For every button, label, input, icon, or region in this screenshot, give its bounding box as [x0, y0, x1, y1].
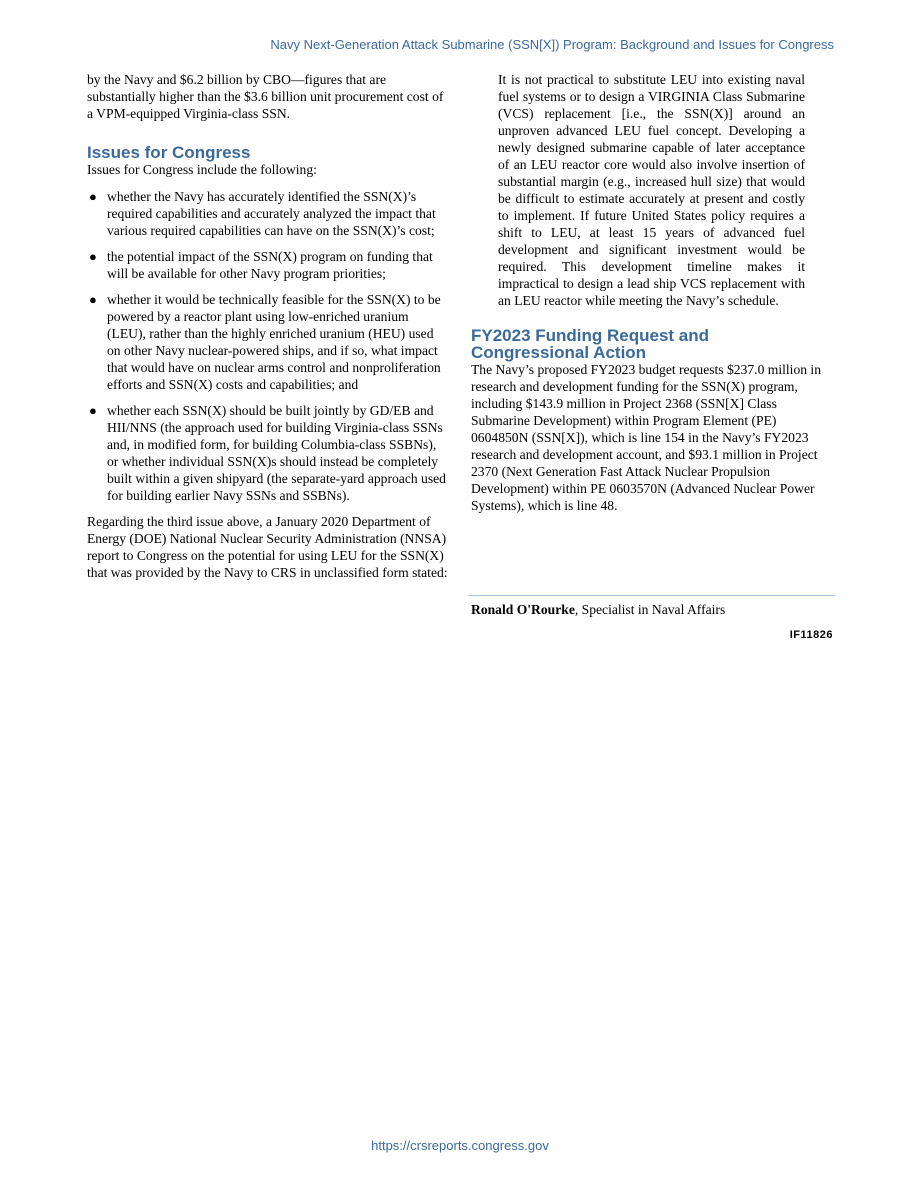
bullet-icon: ● [89, 189, 97, 204]
issue-text: whether each SSN(X) should be built jointly by GD/EB and HII/NNS (the approach used for building Virginia-class SSNs and, in modified form, for building Columbia-class SSBNs), or whether individual SSN(X)s should instead be completely built within a given shipyard (the separate-yard approach used for building earlier Navy SSNs and SSBNs). [107, 403, 446, 503]
bullet-icon: ● [89, 292, 97, 307]
issue-item [87, 188, 449, 239]
author-line [471, 601, 725, 618]
issue-text: whether it would be technically feasible for the SSN(X) to be powered by a reactor plant using low-enriched uranium (LEU), rather than the highly enriched uranium (HEU) used on other Navy nuclear-powered ships, and if so, what impact that would have on nuclear arms control and nonproliferation efforts and SSN(X) costs and capabilities; and [107, 292, 441, 392]
right-column [471, 71, 833, 514]
funding-heading-line1: FY2023 Funding Request and [471, 326, 710, 345]
issue-item [87, 248, 449, 282]
left-column [87, 71, 449, 581]
issue-item [87, 291, 449, 393]
author-divider [468, 595, 835, 596]
bullet-icon: ● [89, 403, 97, 418]
intro-paragraph: by the Navy and $6.2 billion by CBO—figures that are substantially higher than the $3.6 billion unit procurement cost of a VPM-equipped Virginia-class SSN. [87, 72, 444, 121]
author-title: , Specialist in Naval Affairs [574, 602, 726, 617]
block-quote: It is not practical to substitute LEU into existing naval fuel systems or to design a VIRGINIA Class Submarine (VCS) replacement [i.e., the SSN(X)] around an unproven advanced LEU fuel concept. Developing a newly designed submarine capable of later acceptance of an LEU reactor core would also involve insertion of substantial margin (e.g., increased hull size) that would be difficult to estimate accurately at present and costly to implement. If future United States policy requires a shift to LEU, at least 15 years of advanced fuel development and significant investment would be required. This development timeline makes it impractical to design a lead ship VCS replacement with an LEU reactor while meeting the Navy’s schedule. [498, 72, 805, 308]
funding-heading-line2: Congressional Action [471, 343, 647, 362]
author-name: Ronald O'Rourke [471, 602, 575, 617]
issue-item [87, 402, 449, 504]
issues-intro: Issues for Congress include the following: [87, 162, 317, 177]
funding-paragraph: The Navy’s proposed FY2023 budget requests $237.0 million in research and development funding for the SSN(X) program, including $143.9 million in Project 2368 (SSN[X] Class Submarine Development) within Program Element (PE) 0604850N (SSN[X]), which is line 154 in the Navy’s FY2023 research and development account, and $93.1 million in Project 2370 (Next Generation Fast Attack Nuclear Propulsion Development) within PE 0603570N (Advanced Nuclear Power Systems), which is line 48. [471, 362, 822, 513]
issues-heading: Issues for Congress [87, 143, 251, 162]
bullet-icon: ● [89, 249, 97, 264]
issues-list [87, 188, 449, 504]
funding-heading [471, 327, 833, 361]
report-id: IF11826 [789, 629, 833, 641]
running-header-title: Navy Next-Generation Attack Submarine (SSN[X]) Program: Background and Issues for Congress [270, 37, 834, 52]
issue-text: whether the Navy has accurately identified the SSN(X)’s required capabilities and accurately analyzed the impact that various required capabilities can have on the SSN(X)’s cost; [107, 189, 436, 238]
issue-text: the potential impact of the SSN(X) program on funding that will be available for other Navy program priorities; [107, 249, 433, 281]
footer-url-link[interactable]: https://crsreports.congress.gov [371, 1138, 549, 1153]
closing-paragraph: Regarding the third issue above, a January 2020 Department of Energy (DOE) National Nuclear Security Administration (NNSA) report to Congress on the potential for using LEU for the SSN(X) that was provided by the Navy to CRS in unclassified form stated: [87, 514, 448, 580]
